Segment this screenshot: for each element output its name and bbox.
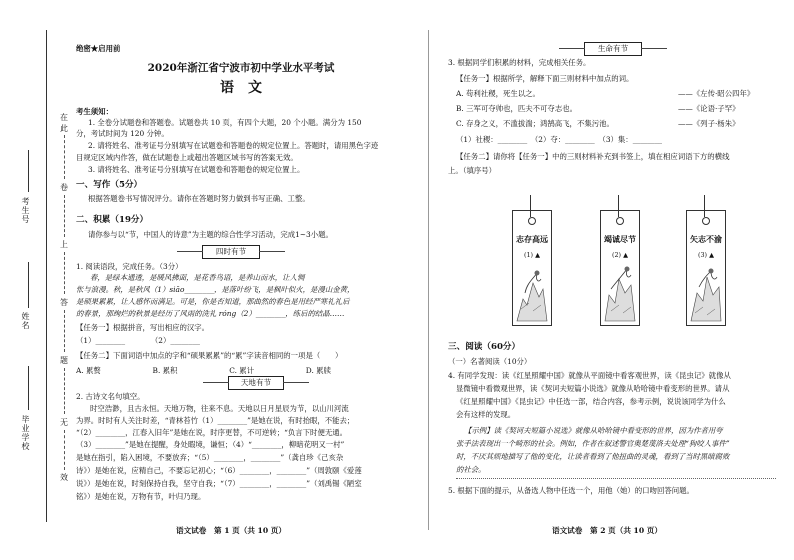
notice-line: 1. 全卷分试题卷和答题卷。试题卷共 10 页，有四个大题，20 个小题。满分为 150 — [88, 118, 362, 127]
bookmark-blank: (2) ▲ — [612, 251, 628, 259]
notice-line: 目规定区域内作答，做在试题卷上或超出答题区域书写的答案无效。 — [76, 153, 298, 162]
page-divider — [428, 30, 429, 530]
margin-char: 答 — [60, 298, 68, 307]
bookmark-title: 矢志不渝 — [690, 234, 722, 244]
q2-passage-line: “（2）________，江春入旧年”是她在说，时序更替，不可逆转；“负言下时便无通。 — [76, 428, 348, 437]
q1-heading: 1. 阅读语段，完成任务。（3分） — [76, 262, 183, 271]
q1-passage-line: 春，是绿本通透，是暖风拂面，是花香鸟语，是养山而水，让人惆 — [90, 273, 305, 282]
writing-heading: 一、写作（5分） — [76, 180, 143, 190]
exam-title: 2020年浙江省宁波市初中学业水平考试 — [147, 62, 335, 74]
q4-example-line: 的社会。 — [456, 465, 486, 474]
q2-passage-line: 是她在指引，陷入困境，不要放弃；“（5）________，________”（龚自珍《己亥杂 — [76, 453, 344, 462]
landscape-illustration — [515, 259, 549, 323]
subject-title: 语 文 — [220, 80, 262, 96]
school-label: 毕业学校 — [21, 415, 30, 451]
material-a: A. 苟利社稷，死生以之。 — [456, 89, 540, 98]
bookmark-card — [600, 210, 640, 326]
q1-task1: 【任务一】根据拼音，写出相应的汉字。 — [76, 323, 210, 332]
q2-heading: 2. 古诗文名句填空。 — [76, 392, 145, 401]
q4-example-line: 张手法表现出一个畸形的社会。例如，作者在叙述警官奥楚蔑洛夫处理“狗咬人事件” — [456, 439, 730, 448]
binding-rule — [46, 30, 47, 522]
material-c: C. 存身之义，不滥拔湍；鸿鹄高飞，不集污池。 — [456, 119, 614, 128]
exam-number-label: 考生号 — [21, 197, 30, 224]
accumulation-heading: 二、积累（19分） — [76, 215, 149, 225]
binding-margin — [0, 0, 72, 560]
bookmark-hole — [702, 217, 710, 225]
margin-char: 卷 — [60, 183, 68, 192]
material-a-source: ——《左传·昭公四年》 — [678, 89, 755, 98]
q2-passage-line: （3）________”是她在提醒，身处暇境，谦恒；（4）“________，柳暗花明又一村” — [76, 440, 345, 449]
bookmark-hole — [616, 217, 624, 225]
notice-line: 3. 请将姓名、准考证号分别填写在试题卷和答题卷的规定位置上。 — [88, 165, 305, 174]
section-tag: 四时有节 — [202, 245, 260, 259]
q1-answer-blanks: （1）________ （2）________ — [76, 336, 200, 345]
name-label: 姓名 — [21, 312, 30, 330]
q2-passage-line: 诗》）是她在说，应精自己，不要忘记初心；“（6）________，________”（周敦颐《爱莲 — [76, 466, 362, 475]
notice-line: 2. 请将姓名、准考证号分别填写在试题卷和答题卷的规定位置上。答题时，请用黑色字迹 — [88, 141, 379, 150]
notice-line: 分，考试时间为 120 分钟。 — [76, 129, 169, 138]
q4-example-line: 【示例】读《契诃夫短篇小说选》就像从哈哈镜中看变形的世界，因为作者用夸 — [464, 426, 723, 435]
material-c-source: ——《列子·杨朱》 — [678, 119, 740, 128]
q2-passage-line: 铭》）是她在说，万物有节，叶归乃现。 — [76, 492, 206, 501]
q3-heading: 3. 根据同学们积累的材料，完成相关任务。 — [448, 58, 591, 67]
margin-char: 在 — [60, 113, 68, 122]
reading-subheading: （一）名著阅读（10分） — [448, 357, 532, 366]
margin-char: 此 — [60, 124, 68, 133]
q4-answer-line — [456, 478, 776, 479]
landscape-illustration — [689, 259, 723, 323]
cut-line — [64, 135, 65, 179]
page-2 — [448, 0, 778, 560]
reading-heading: 三、阅读（60分） — [448, 342, 521, 352]
q2-passage-line: 说》）是她在说，时刻保持自我，坚守自我；“（7）________，________”（刘禹锡《陋室 — [76, 479, 362, 488]
material-b-source: ——《论语·子罕》 — [678, 104, 740, 113]
q3-answer-blanks: （1）社稷：________ （2）夺：________ （3）集：________ — [456, 135, 663, 144]
q4-line: 4. 有同学发现：读《红星照耀中国》就像从平面镜中看客观世界，读《昆虫记》就像从 — [448, 371, 731, 380]
bookmark-blank: (1) ▲ — [524, 251, 540, 259]
cut-line — [64, 430, 65, 470]
q4-line: 显微镜中看微观世界，读《契诃夫短篇小说选》就像从哈哈镜中看变形的世界。请从 — [456, 384, 730, 393]
exam-number-line — [28, 150, 29, 192]
bookmark-title: 志存高远 — [516, 234, 548, 244]
school-line — [28, 366, 29, 410]
bookmark-title: 竭诚尽节 — [604, 234, 636, 244]
q1-options: A. 累赘 B. 累积 C. 累计 D. 累牍 — [76, 366, 331, 375]
bookmark-string — [618, 195, 619, 217]
cut-line — [64, 310, 65, 352]
section-tag: 天地有节 — [228, 376, 284, 390]
q2-passage-line: 时空浩渺，且古永恒。天地万物，往来不息。天地以日月星辰为节，以山川河流 — [90, 404, 349, 413]
section-tag: 生命有节 — [584, 42, 642, 56]
accumulation-intro: 请你参与以“节，中国人的诗意”为主题的综合性学习活动，完成1~3小题。 — [88, 230, 333, 239]
notice-title: 考生须知： — [76, 107, 113, 116]
q3-task1: 【任务一】根据所学，解释下面三则材料中加点的词。 — [456, 74, 634, 83]
page-footer: 语文试卷 第 1 页（共 10 页） — [176, 526, 286, 535]
margin-char: 效 — [60, 473, 68, 482]
bookmark-blank: (3) ▲ — [698, 251, 714, 259]
name-line — [28, 262, 29, 308]
secret-mark: 绝密★启用前 — [76, 44, 121, 53]
bookmark-string — [704, 195, 705, 217]
cut-line — [64, 368, 65, 414]
q3-task2-line: 【任务二】请你将【任务一】中的三则材料补充到书签上，填在相应词语下方的横线 — [456, 152, 730, 161]
bookmark-card — [512, 210, 552, 326]
landscape-illustration — [603, 259, 637, 323]
cut-line — [64, 195, 65, 237]
q2-passage-line: 为界。时时有人关注时差，“青林苔竹（1）________”是她在说，有时抬眼，不能去； — [76, 416, 355, 425]
cut-line — [64, 252, 65, 294]
q1-passage-line: 是硕果累累，让人感怀而满足。可是，你是否知道，那曲然的春色是用经严寒礼礼后 — [76, 297, 350, 306]
margin-char: 无 — [60, 418, 68, 427]
page-1 — [76, 0, 406, 560]
page-footer: 语文试卷 第 2 页（共 10 页） — [552, 526, 662, 535]
writing-text: 根据答题卷书写情况评分。请你在答题时努力做到书写正确、工整。 — [88, 194, 310, 203]
margin-char: 题 — [60, 356, 68, 365]
bookmark-hole — [528, 217, 536, 225]
bookmark-string — [530, 195, 531, 217]
q5-text: 5. 根据下面的提示，从备选人物中任选一个，用他（她）的口吻回答问题。 — [448, 486, 694, 495]
q4-example-line: 时，不厌其烦地描写了他的变化，让读者看到了他扭曲的灵魂，看到了当时黑暗腐败 — [456, 452, 730, 461]
bookmark-card — [686, 210, 726, 326]
q3-task2-line: 上。（填序号） — [448, 166, 497, 175]
margin-char: 上 — [60, 240, 68, 249]
q1-task2: 【任务二】下面词语中加点的字和“硕果累累”的“累”字读音相同的一项是（ ） — [76, 351, 343, 360]
q4-line: 会有这样的发现。 — [456, 410, 516, 419]
q1-passage-line: 的春景，那绚烂的秋景是经历了风雨的洗礼 róng（2）________，练后的结晶…… — [76, 309, 345, 318]
material-b: B. 三军可夺帅也，匹夫不可夺志也。 — [456, 104, 577, 113]
q4-line: 《红星照耀中国》《昆虫记》中任选一部，结合内容，参考示例，说说该同学为什么 — [456, 397, 726, 406]
q1-passage-line: 怅与浪漫。秋，是秋风（1）siāo________，是落叶纷飞，是枫叶似火，是漫山金黄， — [76, 285, 355, 294]
